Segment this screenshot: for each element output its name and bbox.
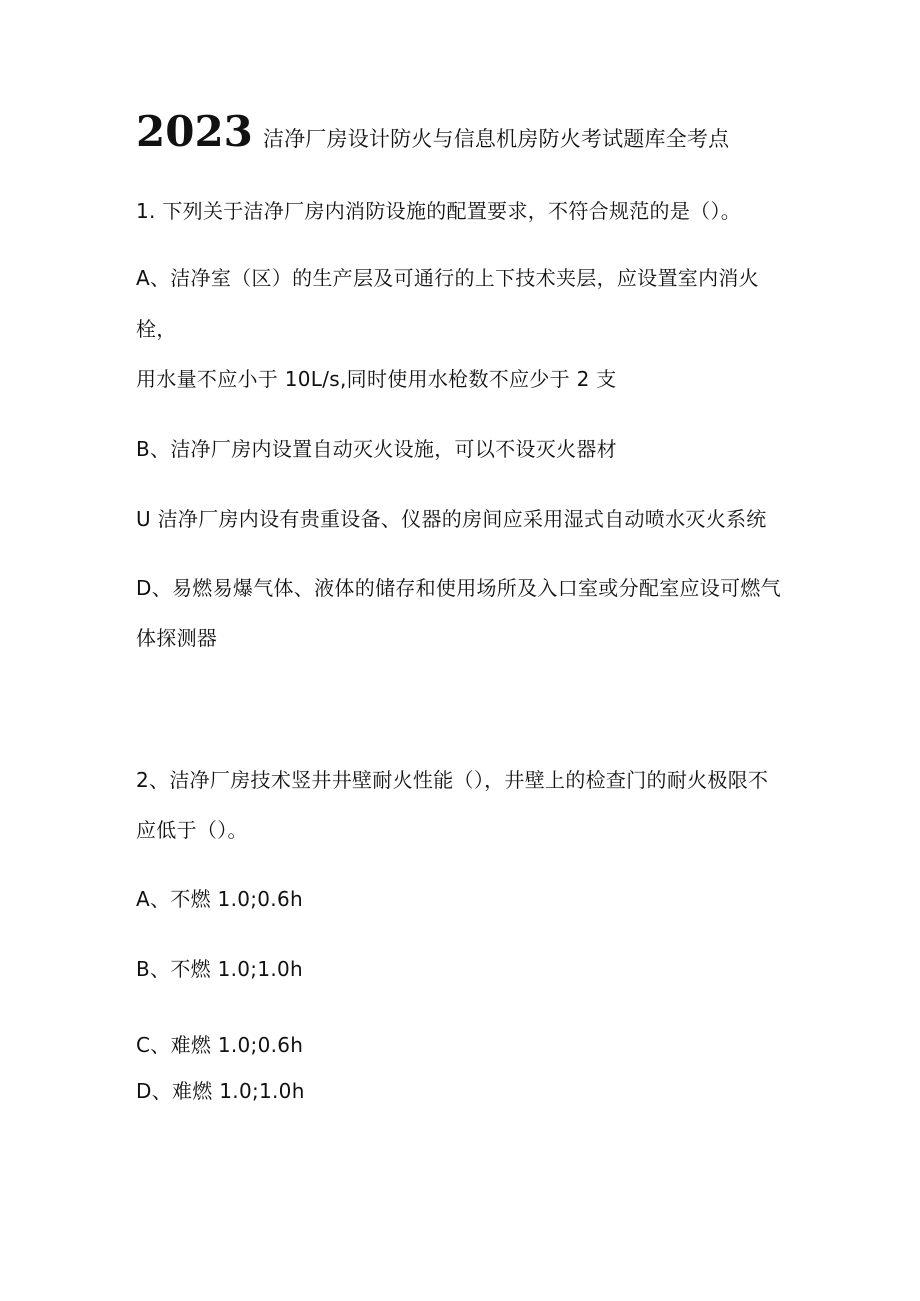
question-2-option-a: A、不燃 1.0;0.6h xyxy=(136,887,303,911)
question-1-option-a-line-3: 用水量不应小于 10L/s,同时使用水枪数不应少于 2 支 xyxy=(136,367,617,391)
question-1-option-a-line-2: 栓， xyxy=(136,317,177,341)
document-title xyxy=(136,106,729,158)
question-2-option-b: B、不燃 1.0;1.0h xyxy=(136,957,304,981)
question-1-option-c: U 洁净厂房内设有贵重设备、仪器的房间应采用湿式自动喷水灭火系统 xyxy=(136,507,767,531)
question-1-option-b: B、洁净厂房内设置自动灭火设施，可以不设灭火器材 xyxy=(136,437,617,461)
question-1-option-d-line-1: D、易燃易爆气体、液体的储存和使用场所及入口室或分配室应设可燃气 xyxy=(136,576,781,600)
question-2-stem-line-2: 应低于（）。 xyxy=(136,818,248,842)
question-2-option-c: C、难燃 1.0;0.6h xyxy=(136,1033,304,1057)
question-1-option-d-line-2: 体探测器 xyxy=(136,626,218,650)
question-1-stem: 1. 下列关于洁净厂房内消防设施的配置要求，不符合规范的是（）。 xyxy=(136,199,742,223)
question-2-option-d: D、难燃 1.0;1.0h xyxy=(136,1079,305,1103)
title-year: 2023 xyxy=(136,107,253,156)
title-text: 洁净厂房设计防火与信息机房防火考试题库全考点 xyxy=(262,127,730,151)
question-1-option-a-line-1: A、洁净室（区）的生产层及可通行的上下技术夹层，应设置室内消火 xyxy=(136,266,759,290)
question-2-stem-line-1: 2、洁净厂房技术竖井井壁耐火性能（），井壁上的检查门的耐火极限不 xyxy=(136,768,769,792)
